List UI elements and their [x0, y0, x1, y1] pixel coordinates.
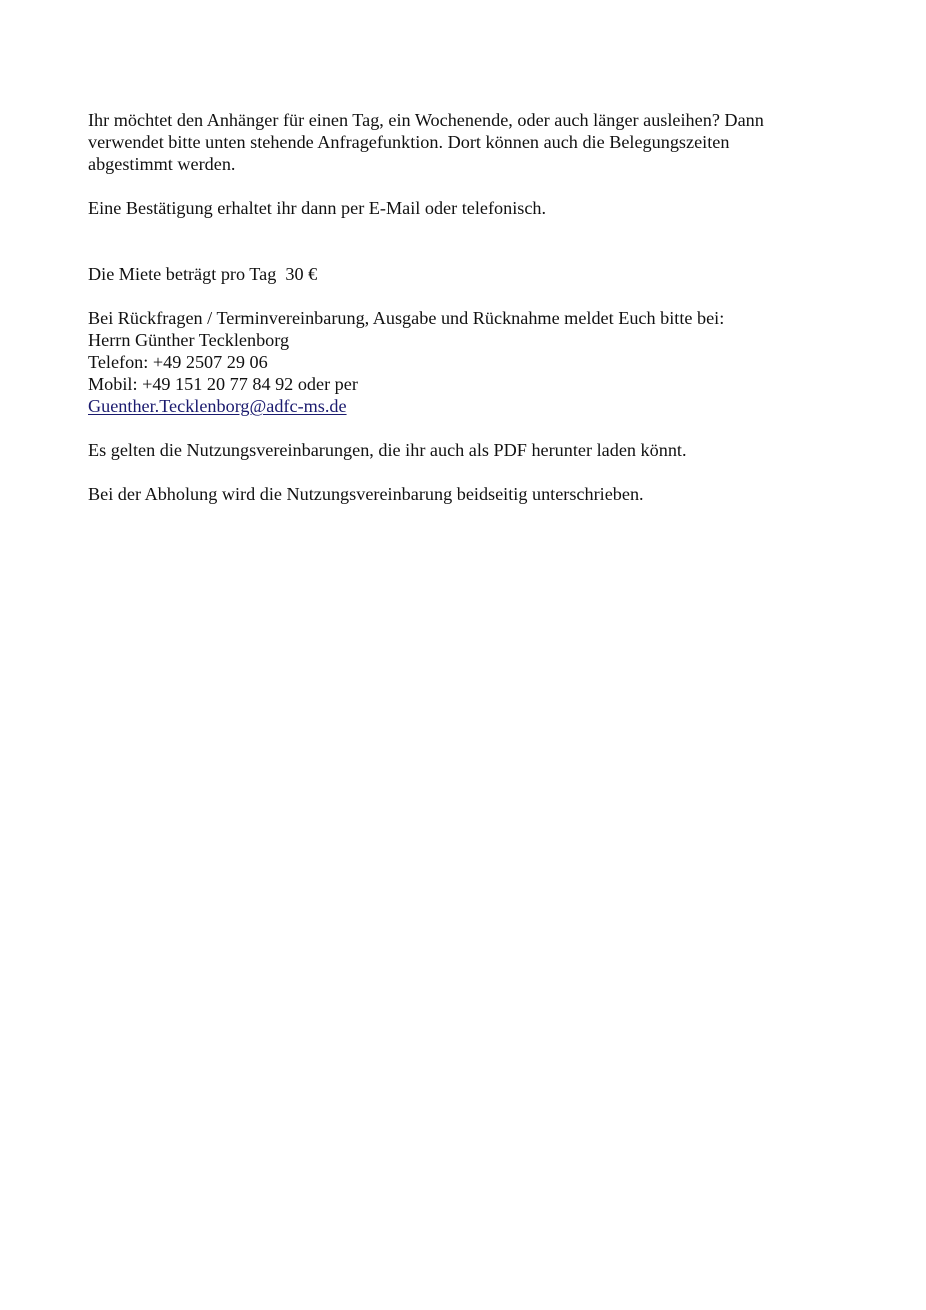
rent-paragraph [88, 263, 848, 285]
confirmation-text: Eine Bestätigung erhaltet ihr dann per E-Mail oder telefonisch. [88, 198, 547, 218]
intro-paragraph [88, 109, 848, 175]
contact-name: Herrn Günther Tecklenborg [88, 330, 290, 350]
intro-line-2: verwendet bitte unten stehende Anfragefunktion. Dort können auch die Belegungszeiten [88, 132, 730, 152]
contact-email-line [88, 395, 848, 417]
intro-line-1: Ihr möchtet den Anhänger für einen Tag, ein Wochenende, oder auch länger ausleihen? Dann [88, 110, 764, 130]
spacer [88, 285, 848, 307]
intro-line-3: abgestimmt werden. [88, 154, 236, 174]
email-link[interactable]: Guenther.Tecklenborg@adfc-ms.de [88, 396, 347, 416]
document-page [88, 109, 848, 505]
terms-text: Es gelten die Nutzungsvereinbarungen, die ihr auch als PDF herunter laden könnt. [88, 440, 687, 460]
contact-intro: Bei Rückfragen / Terminvereinbarung, Ausgabe und Rücknahme meldet Euch bitte bei: [88, 308, 725, 328]
terms-paragraph [88, 439, 848, 461]
pickup-text: Bei der Abholung wird die Nutzungsvereinbarung beidseitig unterschrieben. [88, 484, 644, 504]
spacer [88, 219, 848, 263]
contact-mobile: Mobil: +49 151 20 77 84 92 oder per [88, 374, 358, 394]
pickup-paragraph [88, 483, 848, 505]
spacer [88, 417, 848, 439]
contact-phone: Telefon: +49 2507 29 06 [88, 352, 268, 372]
spacer [88, 461, 848, 483]
rent-text: Die Miete beträgt pro Tag 30 € [88, 264, 318, 284]
contact-paragraph [88, 307, 848, 417]
confirmation-paragraph [88, 197, 848, 219]
spacer [88, 175, 848, 197]
